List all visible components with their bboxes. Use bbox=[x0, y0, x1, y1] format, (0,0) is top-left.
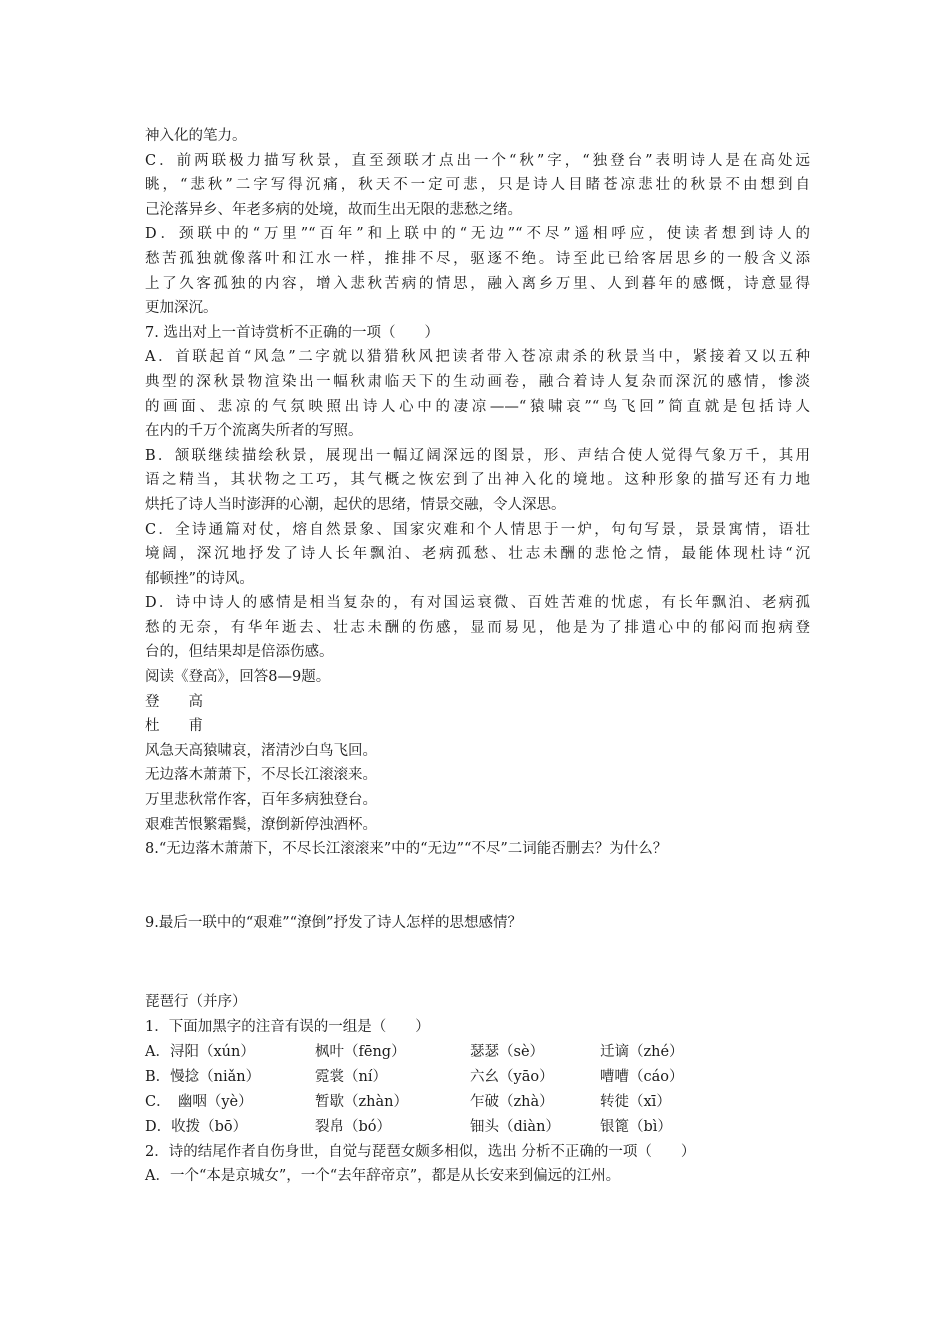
q7-option-a bbox=[145, 345, 810, 443]
option-cell: A．浔阳（xún） bbox=[145, 1043, 255, 1060]
text-line: 郁顿挫”的诗风。 bbox=[145, 570, 254, 587]
option-row-a bbox=[145, 1040, 810, 1065]
answer-space bbox=[145, 935, 810, 990]
text-line: 在内的千万个流离失所者的写照。 bbox=[145, 423, 363, 440]
text-line: 神入化的笔力。 bbox=[145, 128, 247, 144]
option-row-b bbox=[145, 1065, 810, 1090]
option-cell: 钿头（diàn） bbox=[470, 1118, 560, 1135]
option-cell: 嘈嘈（cáo） bbox=[600, 1068, 684, 1085]
text-line: C．前两联极力描写秋景，直至颈联才点出一个“秋”字，“独登台”表明诗人是在高处远 bbox=[145, 152, 810, 169]
text-line: 更加深沉。 bbox=[145, 300, 218, 317]
poem-line: 艰难苦恨繁霜鬓，潦倒新停浊酒杯。 bbox=[145, 816, 377, 833]
text-line: 愁苦孤独就像落叶和江水一样，推排不尽，驱逐不绝。诗至此已给客居思乡的一般含义添 bbox=[145, 250, 810, 267]
option-row-d bbox=[145, 1115, 810, 1140]
q7-option-d bbox=[145, 591, 810, 665]
answer-space bbox=[145, 862, 810, 911]
poem-author: 杜 甫 bbox=[145, 718, 203, 735]
text-line: 的画面、悲凉的气氛映照出诗人心中的凄凉——“猿啸哀”“鸟飞回”简直就是包括诗人 bbox=[145, 398, 810, 415]
poem-title: 登 高 bbox=[145, 693, 203, 710]
option-d-paragraph bbox=[145, 222, 810, 320]
poem-line: 风急天高猿啸哀，渚清沙白鸟飞回。 bbox=[145, 742, 377, 759]
option-cell: C． 幽咽（yè） bbox=[145, 1093, 253, 1110]
option-cell: B．慢捻（niǎn） bbox=[145, 1068, 261, 1085]
poem-line: 万里悲秋常作客，百年多病独登台。 bbox=[145, 792, 377, 809]
option-cell: 乍破（zhà） bbox=[470, 1093, 554, 1110]
text-line: 愁的无奈，有华年逝去、壮志未酬的伤感，显而易见，他是为了排遣心中的郁闷而抱病登 bbox=[145, 619, 810, 636]
text-line: 上了久客孤独的内容，增入悲秋苦病的情思，融入离乡万里、人到暮年的感慨，诗意显得 bbox=[145, 275, 810, 292]
option-cell: 迁谪（zhé） bbox=[600, 1043, 684, 1060]
text-line: 己沦落异乡、年老多病的处境，故而生出无限的悲愁之绪。 bbox=[145, 201, 522, 218]
text-line: B．颔联继续描绘秋景，展现出一幅辽阔深远的图景，形、声结合使人觉得气象万千，其用 bbox=[145, 447, 810, 464]
question-9: 9.最后一联中的“艰难”“潦倒”抒发了诗人怎样的思想感情？ bbox=[145, 914, 522, 931]
pipa-question-1: 1．下面加黑字的注音有误的一组是（ ） bbox=[145, 1019, 430, 1035]
q7-option-b bbox=[145, 444, 810, 518]
text-line: 烘托了诗人当时澎湃的心潮，起伏的思绪，情景交融，令人深思。 bbox=[145, 496, 566, 513]
text-line: C．全诗通篇对仗，熔自然景象、国家灾难和个人情思于一炉，句句写景，景景寓情，语壮 bbox=[145, 521, 810, 538]
option-cell: 瑟瑟（sè） bbox=[470, 1043, 545, 1060]
text-line: D．颈联中的“万里”“百年”和上联中的“无边”“不尽”遥相呼应，使读者想到诗人的 bbox=[145, 226, 810, 243]
text-line: D．诗中诗人的感情是相当复杂的，有对国运衰微、百姓苦难的忧虑，有长年飘泊、老病孤 bbox=[145, 595, 810, 612]
text-line: 台的，但结果却是倍添伤感。 bbox=[145, 644, 334, 661]
text-line: 眺，“悲秋”二字写得沉痛，秋天不一定可悲，只是诗人目睹苍凉悲壮的秋景不由想到自 bbox=[145, 177, 810, 194]
option-row-c bbox=[145, 1090, 810, 1115]
option-cell: 裂帛（bó） bbox=[315, 1118, 392, 1135]
pipa-question-2: 2．诗的结尾作者自伤身世，自觉与琵琶女颇多相似，选出 分析不正确的一项（ ） bbox=[145, 1143, 696, 1160]
option-cell: 霓裳（ní） bbox=[315, 1068, 387, 1085]
option-cell: 枫叶（fēng） bbox=[315, 1043, 406, 1060]
question-7-title: 7. 选出对上一首诗赏析不正确的一项（ ） bbox=[145, 324, 439, 341]
text-line: 语之精当，其状物之工巧，其气概之恢宏到了出神入化的境地。这种形象的描写还有力地 bbox=[145, 472, 810, 489]
text-line: A．首联起首“风急”二字就以猎猎秋风把读者带入苍凉肃杀的秋景当中，紧接着又以五种 bbox=[145, 349, 810, 366]
text-line: 典型的深秋景物渲染出一幅秋肃临天下的生动画卷，融合着诗人复杂而深沉的感情，惨淡 bbox=[145, 373, 810, 390]
section-title-pipa: 琵琶行（并序） bbox=[145, 994, 247, 1011]
option-cell: D．收拨（bō） bbox=[145, 1118, 248, 1135]
option-cell: 暂歇（zhàn） bbox=[315, 1093, 408, 1110]
document-body bbox=[145, 124, 810, 1189]
option-cell: 转徙（xī） bbox=[600, 1093, 671, 1110]
question-8: 8.“无边落木萧萧下，不尽长江滚滚来”中的“无边”“不尽”二词能否删去？为什么？ bbox=[145, 841, 668, 858]
text-line: 境阔，深沉地抒发了诗人长年飘泊、老病孤愁、壮志未酬的悲怆之情，最能体现杜诗“沉 bbox=[145, 546, 810, 563]
option-cell: 银篦（bì） bbox=[600, 1118, 672, 1135]
option-cell: 六幺（yāo） bbox=[470, 1068, 554, 1085]
pipa-q2-option-a: A．一个“本是京城女”，一个“去年辞帝京”，都是从长安来到偏远的江州。 bbox=[145, 1168, 621, 1185]
reading-intro: 阅读《登高》，回答8—9题。 bbox=[145, 669, 331, 686]
poem-line: 无边落木萧萧下，不尽长江滚滚来。 bbox=[145, 767, 377, 784]
q7-option-c bbox=[145, 518, 810, 592]
option-c-paragraph bbox=[145, 149, 810, 223]
